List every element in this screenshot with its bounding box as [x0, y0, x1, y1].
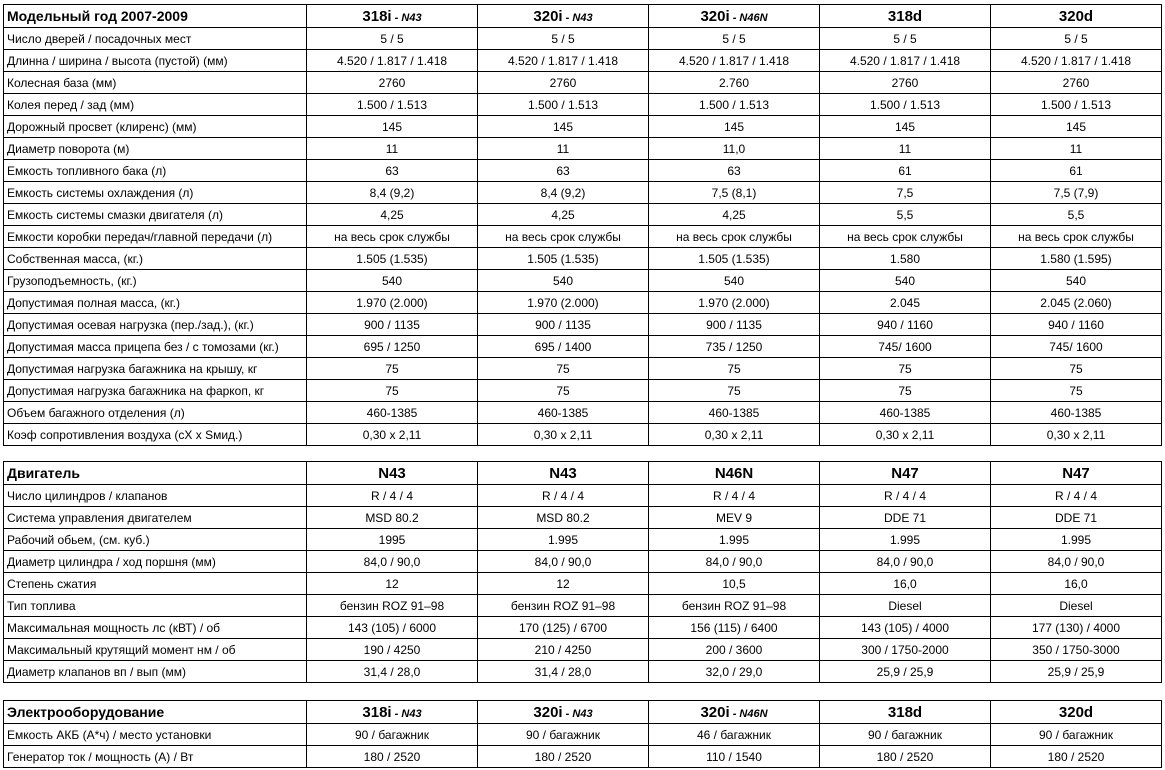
- value-cell: 90 / багажник: [820, 724, 991, 746]
- value-cell: 32,0 / 29,0: [649, 661, 820, 683]
- value-cell: 2.045 (2.060): [991, 292, 1162, 314]
- value-cell: на весь срок службы: [649, 226, 820, 248]
- value-cell: 84,0 / 90,0: [820, 551, 991, 573]
- table-row: [4, 402, 1162, 424]
- row-label: Емкость АКБ (А*ч) / место установки: [4, 724, 307, 746]
- row-label: Число дверей / посадочных мест: [4, 28, 307, 50]
- engine-code: N43: [572, 707, 593, 720]
- value-cell: 5,5: [991, 204, 1162, 226]
- header-text: 320i: [533, 7, 563, 25]
- electrical-table: [3, 700, 1162, 768]
- value-cell: 12: [307, 573, 478, 595]
- value-cell: 84,0 / 90,0: [649, 551, 820, 573]
- value-cell: 10,5: [649, 573, 820, 595]
- value-cell: 4.520 / 1.817 / 1.418: [478, 50, 649, 72]
- row-label: Дорожный просвет (клиренс) (мм): [4, 116, 307, 138]
- row-label: Тип топлива: [4, 595, 307, 617]
- value-cell: 0,30 x 2,11: [478, 424, 649, 446]
- value-cell: 145: [649, 116, 820, 138]
- row-label: Допустимая полная масса, (кг.): [4, 292, 307, 314]
- row-label: Емкость системы смазки двигателя (л): [4, 204, 307, 226]
- value-cell: 540: [478, 270, 649, 292]
- value-cell: 90 / багажник: [478, 724, 649, 746]
- header-text: 320d: [1058, 703, 1094, 721]
- table-row: [4, 529, 1162, 551]
- model-header-cell: 320i - N43: [478, 5, 649, 28]
- table-row: [4, 94, 1162, 116]
- row-label: Диаметр клапанов вп / вып (мм): [4, 661, 307, 683]
- value-cell: 1.970 (2.000): [307, 292, 478, 314]
- engine-code: N43: [401, 11, 422, 24]
- header-text: 318d: [887, 703, 923, 721]
- value-cell: бензин ROZ 91–98: [478, 595, 649, 617]
- value-cell: 1.505 (1.535): [649, 248, 820, 270]
- value-cell: 1.580 (1.595): [991, 248, 1162, 270]
- table-row: [4, 270, 1162, 292]
- table-row: [4, 160, 1162, 182]
- value-cell: 180 / 2520: [478, 746, 649, 768]
- table-row: [4, 138, 1162, 160]
- section-title: [4, 5, 307, 28]
- value-cell: 940 / 1160: [991, 314, 1162, 336]
- model-header-cell: [820, 5, 991, 28]
- row-label: Максимальный крутящий момент нм / об: [4, 639, 307, 661]
- value-cell: 540: [307, 270, 478, 292]
- row-label: Длинна / ширина / высота (пустой) (мм): [4, 50, 307, 72]
- table-row: [4, 226, 1162, 248]
- value-cell: 460-1385: [991, 402, 1162, 424]
- row-label: Емкости коробки передач/главной передачи (л): [4, 226, 307, 248]
- value-cell: 4.520 / 1.817 / 1.418: [820, 50, 991, 72]
- value-cell: 75: [820, 380, 991, 402]
- table-row: [4, 72, 1162, 94]
- model-header-cell: [820, 462, 991, 485]
- value-cell: 1.505 (1.535): [478, 248, 649, 270]
- value-cell: 75: [649, 380, 820, 402]
- value-cell: 145: [820, 116, 991, 138]
- section-title: [4, 462, 307, 485]
- value-cell: 75: [307, 380, 478, 402]
- value-cell: 210 / 4250: [478, 639, 649, 661]
- value-cell: 16,0: [820, 573, 991, 595]
- value-cell: 25,9 / 25,9: [991, 661, 1162, 683]
- value-cell: 350 / 1750-3000: [991, 639, 1162, 661]
- value-cell: 143 (105) / 4000: [820, 617, 991, 639]
- table-row: [4, 724, 1162, 746]
- table-row: [4, 292, 1162, 314]
- table-row: [4, 573, 1162, 595]
- value-cell: 31,4 / 28,0: [307, 661, 478, 683]
- header-text: Модельный год 2007-2009: [7, 8, 188, 24]
- value-cell: DDE 71: [991, 507, 1162, 529]
- value-cell: 84,0 / 90,0: [991, 551, 1162, 573]
- value-cell: 170 (125) / 6700: [478, 617, 649, 639]
- header-text: N47: [891, 464, 919, 482]
- section-title: [4, 701, 307, 724]
- header-text: 318i: [362, 703, 392, 721]
- value-cell: 1.500 / 1.513: [307, 94, 478, 116]
- value-cell: 75: [649, 358, 820, 380]
- value-cell: 145: [307, 116, 478, 138]
- value-cell: 5 / 5: [478, 28, 649, 50]
- value-cell: 5 / 5: [649, 28, 820, 50]
- value-cell: 4.520 / 1.817 / 1.418: [307, 50, 478, 72]
- value-cell: 2760: [478, 72, 649, 94]
- value-cell: 180 / 2520: [991, 746, 1162, 768]
- value-cell: 0,30 x 2,11: [649, 424, 820, 446]
- value-cell: бензин ROZ 91–98: [649, 595, 820, 617]
- value-cell: 4,25: [649, 204, 820, 226]
- value-cell: 735 / 1250: [649, 336, 820, 358]
- row-label: Колея перед / зад (мм): [4, 94, 307, 116]
- table-row: [4, 182, 1162, 204]
- value-cell: 1.995: [478, 529, 649, 551]
- value-cell: 11: [991, 138, 1162, 160]
- value-cell: 156 (115) / 6400: [649, 617, 820, 639]
- row-label: Степень сжатия: [4, 573, 307, 595]
- model-header-cell: [478, 462, 649, 485]
- value-cell: 31,4 / 28,0: [478, 661, 649, 683]
- value-cell: 1.995: [649, 529, 820, 551]
- value-cell: R / 4 / 4: [478, 485, 649, 507]
- value-cell: 0,30 x 2,11: [991, 424, 1162, 446]
- table-row: [4, 507, 1162, 529]
- value-cell: 7,5: [820, 182, 991, 204]
- value-cell: 460-1385: [478, 402, 649, 424]
- row-label: Допустимая масса прицепа без / с томозами (кг.): [4, 336, 307, 358]
- header-text: 320i: [700, 7, 730, 25]
- value-cell: 63: [649, 160, 820, 182]
- value-cell: 745/ 1600: [991, 336, 1162, 358]
- value-cell: 900 / 1135: [478, 314, 649, 336]
- row-label: Объем багажного отделения (л): [4, 402, 307, 424]
- value-cell: 900 / 1135: [307, 314, 478, 336]
- row-label: Диаметр цилиндра / ход поршня (мм): [4, 551, 307, 573]
- row-label: Допустимая нагрузка багажника на фаркоп, кг: [4, 380, 307, 402]
- value-cell: на весь срок службы: [307, 226, 478, 248]
- value-cell: 4,25: [307, 204, 478, 226]
- row-label: Колесная база (мм): [4, 72, 307, 94]
- value-cell: 145: [991, 116, 1162, 138]
- value-cell: 2760: [307, 72, 478, 94]
- engine-code: N43: [401, 707, 422, 720]
- header-text: Электрооборудование: [7, 704, 165, 720]
- row-label: Допустимая нагрузка багажника на крышу, кг: [4, 358, 307, 380]
- value-cell: 695 / 1250: [307, 336, 478, 358]
- header-text: 318d: [887, 7, 923, 25]
- value-cell: 75: [820, 358, 991, 380]
- value-cell: 110 / 1540: [649, 746, 820, 768]
- row-label: Генератор ток / мощность (А) / Вт: [4, 746, 307, 768]
- row-label: Собственная масса, (кг.): [4, 248, 307, 270]
- value-cell: 1.500 / 1.513: [478, 94, 649, 116]
- value-cell: 4.520 / 1.817 / 1.418: [649, 50, 820, 72]
- value-cell: 0,30 x 2,11: [307, 424, 478, 446]
- value-cell: 1995: [307, 529, 478, 551]
- value-cell: 1.500 / 1.513: [991, 94, 1162, 116]
- value-cell: 180 / 2520: [307, 746, 478, 768]
- value-cell: 11: [478, 138, 649, 160]
- value-cell: 940 / 1160: [820, 314, 991, 336]
- value-cell: R / 4 / 4: [991, 485, 1162, 507]
- value-cell: 75: [991, 358, 1162, 380]
- value-cell: 5 / 5: [991, 28, 1162, 50]
- model-header-cell: 318i - N43: [307, 701, 478, 724]
- header-row: [4, 5, 1162, 28]
- value-cell: 16,0: [991, 573, 1162, 595]
- model-header-cell: [991, 5, 1162, 28]
- header-text: N43: [549, 464, 577, 482]
- value-cell: 0,30 x 2,11: [820, 424, 991, 446]
- value-cell: 61: [991, 160, 1162, 182]
- value-cell: 1.995: [820, 529, 991, 551]
- value-cell: 1.580: [820, 248, 991, 270]
- value-cell: 8,4 (9,2): [478, 182, 649, 204]
- model-header-cell: 320i - N46N: [649, 701, 820, 724]
- value-cell: 75: [307, 358, 478, 380]
- value-cell: 1.970 (2.000): [478, 292, 649, 314]
- value-cell: 63: [307, 160, 478, 182]
- header-row: [4, 462, 1162, 485]
- row-label: Емкость системы охлаждения (л): [4, 182, 307, 204]
- table-row: [4, 204, 1162, 226]
- value-cell: 1.505 (1.535): [307, 248, 478, 270]
- value-cell: 1.995: [991, 529, 1162, 551]
- value-cell: MEV 9: [649, 507, 820, 529]
- value-cell: R / 4 / 4: [649, 485, 820, 507]
- value-cell: 1.970 (2.000): [649, 292, 820, 314]
- value-cell: 2760: [820, 72, 991, 94]
- value-cell: 63: [478, 160, 649, 182]
- row-label: Емкость топливного бака (л): [4, 160, 307, 182]
- value-cell: 7,5 (8,1): [649, 182, 820, 204]
- value-cell: Diesel: [991, 595, 1162, 617]
- value-cell: 180 / 2520: [820, 746, 991, 768]
- engine-table: [3, 461, 1162, 683]
- row-label: Допустимая осевая нагрузка (пер./зад.), (кг.): [4, 314, 307, 336]
- value-cell: DDE 71: [820, 507, 991, 529]
- value-cell: 460-1385: [307, 402, 478, 424]
- table-row: [4, 424, 1162, 446]
- value-cell: 90 / багажник: [307, 724, 478, 746]
- value-cell: 540: [820, 270, 991, 292]
- value-cell: 200 / 3600: [649, 639, 820, 661]
- value-cell: 2.760: [649, 72, 820, 94]
- value-cell: MSD 80.2: [307, 507, 478, 529]
- value-cell: 61: [820, 160, 991, 182]
- header-text: N47: [1062, 464, 1090, 482]
- table-row: [4, 314, 1162, 336]
- value-cell: 12: [478, 573, 649, 595]
- value-cell: 900 / 1135: [649, 314, 820, 336]
- model-header-cell: [307, 462, 478, 485]
- model-header-cell: 318i - N43: [307, 5, 478, 28]
- header-text: N43: [378, 464, 406, 482]
- value-cell: 4,25: [478, 204, 649, 226]
- value-cell: R / 4 / 4: [820, 485, 991, 507]
- engine-code: N46N: [739, 11, 768, 24]
- table-row: [4, 28, 1162, 50]
- value-cell: 84,0 / 90,0: [307, 551, 478, 573]
- value-cell: 84,0 / 90,0: [478, 551, 649, 573]
- table-row: [4, 746, 1162, 768]
- value-cell: 1.500 / 1.513: [820, 94, 991, 116]
- value-cell: бензин ROZ 91–98: [307, 595, 478, 617]
- header-text: 318i: [362, 7, 392, 25]
- value-cell: 145: [478, 116, 649, 138]
- value-cell: 11,0: [649, 138, 820, 160]
- value-cell: 2.045: [820, 292, 991, 314]
- table-row: [4, 551, 1162, 573]
- value-cell: 75: [478, 380, 649, 402]
- row-label: Рабочий обьем, (см. куб.): [4, 529, 307, 551]
- value-cell: 190 / 4250: [307, 639, 478, 661]
- value-cell: 5 / 5: [820, 28, 991, 50]
- table-row: [4, 485, 1162, 507]
- header-text: Двигатель: [7, 465, 80, 481]
- model-header-cell: [991, 701, 1162, 724]
- value-cell: на весь срок службы: [991, 226, 1162, 248]
- row-label: Число цилиндров / клапанов: [4, 485, 307, 507]
- table-row: [4, 248, 1162, 270]
- table-row: [4, 50, 1162, 72]
- value-cell: 460-1385: [649, 402, 820, 424]
- model-header-cell: [649, 462, 820, 485]
- value-cell: R / 4 / 4: [307, 485, 478, 507]
- value-cell: 75: [991, 380, 1162, 402]
- model-header-cell: 320i - N43: [478, 701, 649, 724]
- value-cell: на весь срок службы: [820, 226, 991, 248]
- table-row: [4, 617, 1162, 639]
- row-label: Диаметр поворота (м): [4, 138, 307, 160]
- table-row: [4, 595, 1162, 617]
- value-cell: 11: [307, 138, 478, 160]
- header-text: N46N: [714, 464, 754, 482]
- header-row: [4, 701, 1162, 724]
- value-cell: 5,5: [820, 204, 991, 226]
- value-cell: 177 (130) / 4000: [991, 617, 1162, 639]
- value-cell: 143 (105) / 6000: [307, 617, 478, 639]
- value-cell: 300 / 1750-2000: [820, 639, 991, 661]
- value-cell: 540: [649, 270, 820, 292]
- value-cell: 4.520 / 1.817 / 1.418: [991, 50, 1162, 72]
- value-cell: 7,5 (7,9): [991, 182, 1162, 204]
- header-text: 320i: [533, 703, 563, 721]
- value-cell: 2760: [991, 72, 1162, 94]
- value-cell: 460-1385: [820, 402, 991, 424]
- header-text: 320d: [1058, 7, 1094, 25]
- value-cell: 90 / багажник: [991, 724, 1162, 746]
- dimensions-table: [3, 4, 1162, 446]
- value-cell: 11: [820, 138, 991, 160]
- header-text: 320i: [700, 703, 730, 721]
- value-cell: 75: [478, 358, 649, 380]
- model-header-cell: [991, 462, 1162, 485]
- table-row: [4, 661, 1162, 683]
- value-cell: 540: [991, 270, 1162, 292]
- row-label: Коэф сопротивления воздуха (cX x Sмид.): [4, 424, 307, 446]
- value-cell: 695 / 1400: [478, 336, 649, 358]
- row-label: Грузоподъемность, (кг.): [4, 270, 307, 292]
- table-row: [4, 639, 1162, 661]
- value-cell: MSD 80.2: [478, 507, 649, 529]
- engine-code: N43: [572, 11, 593, 24]
- value-cell: Diesel: [820, 595, 991, 617]
- value-cell: на весь срок службы: [478, 226, 649, 248]
- value-cell: 5 / 5: [307, 28, 478, 50]
- model-header-cell: 320i - N46N: [649, 5, 820, 28]
- value-cell: 1.500 / 1.513: [649, 94, 820, 116]
- row-label: Система управления двигателем: [4, 507, 307, 529]
- table-row: [4, 358, 1162, 380]
- value-cell: 745/ 1600: [820, 336, 991, 358]
- engine-code: N46N: [739, 707, 768, 720]
- value-cell: 25,9 / 25,9: [820, 661, 991, 683]
- value-cell: 46 / багажник: [649, 724, 820, 746]
- table-row: [4, 116, 1162, 138]
- model-header-cell: [820, 701, 991, 724]
- row-label: Максимальная мощность лс (кВТ) / об: [4, 617, 307, 639]
- table-row: [4, 336, 1162, 358]
- table-row: [4, 380, 1162, 402]
- value-cell: 8,4 (9,2): [307, 182, 478, 204]
